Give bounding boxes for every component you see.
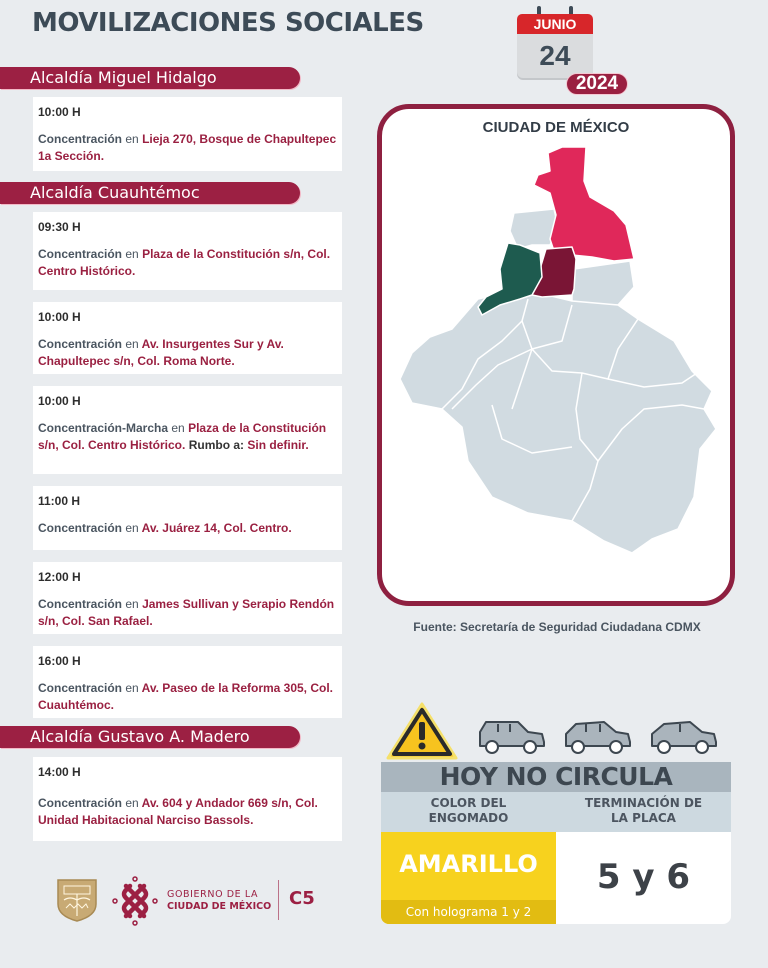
calendar-month: JUNIO — [517, 14, 593, 34]
plate-endings: 5 y 6 — [556, 832, 731, 924]
event-time: 10:00 H — [38, 394, 81, 408]
event-description: Concentración-Marcha en Plaza de la Constitución s/n, Col. Centro Histórico. Rumbo a: Sin definir. — [38, 421, 327, 452]
alcaldia-header-miguel-hidalgo: Alcaldía Miguel Hidalgo — [0, 67, 300, 89]
event-time: 12:00 H — [38, 570, 81, 584]
map-source: Fuente: Secretaría de Seguridad Ciudadana CDMX — [413, 620, 701, 634]
event-description: Concentración en James Sullivan y Serapio Rendón s/n, Col. San Rafael. — [38, 597, 335, 628]
event-description: Concentración en Lieja 270, Bosque de Chapultepec 1a Sección. — [38, 132, 337, 163]
event-description: Concentración en Av. Paseo de la Reforma 305, Col. Cuauhtémoc. — [38, 681, 334, 712]
event-card — [33, 646, 342, 718]
calendar-icon — [517, 6, 593, 72]
engomado-color-box — [381, 832, 556, 924]
hologram-note: Con holograma 1 y 2 — [381, 900, 556, 924]
car-icon — [652, 722, 716, 753]
event-card — [33, 386, 342, 474]
cdmx-map — [382, 109, 730, 601]
engomado-color: AMARILLO — [399, 850, 538, 878]
event-time: 10:00 H — [38, 105, 81, 119]
calendar-day: 24 — [517, 34, 593, 78]
map-title: CIUDAD DE MÉXICO — [482, 119, 630, 136]
event-time: 10:00 H — [38, 310, 81, 324]
event-card — [33, 302, 342, 374]
event-card — [33, 486, 342, 550]
event-description: Concentración en Av. Insurgentes Sur y Av. Chapultepec s/n, Col. Roma Norte. — [38, 337, 284, 368]
hnc-icon-row — [386, 700, 736, 762]
event-card — [33, 562, 342, 634]
engomado-label: COLOR DEL ENGOMADO — [428, 796, 509, 825]
footer-logos — [56, 876, 336, 926]
cdmx-knot-logo-icon — [112, 876, 158, 926]
alcaldia-header-gustavo-a-madero: Alcaldía Gustavo A. Madero — [0, 726, 300, 748]
event-card — [33, 97, 342, 171]
event-description: Concentración en Av. Juárez 14, Col. Centro. — [38, 521, 292, 535]
warning-icon — [388, 704, 456, 758]
placa-label: TERMINACIÓN DE LA PLACA — [584, 796, 703, 825]
event-time: 09:30 H — [38, 220, 81, 234]
logo-divider — [278, 880, 279, 920]
event-card — [33, 212, 342, 290]
event-card — [33, 757, 342, 841]
car-icon — [566, 722, 630, 753]
hoy-no-circula-column-headers — [381, 792, 731, 832]
car-icon — [480, 722, 544, 753]
alcaldia-header-cuauhtemoc: Alcaldía Cuauhtémoc — [0, 182, 300, 204]
map-region-east — [572, 261, 634, 305]
c5-logo: C5 — [289, 888, 315, 909]
map-card — [377, 104, 735, 606]
event-time: 11:00 H — [38, 494, 81, 508]
event-type: Concentración — [38, 132, 123, 146]
event-time: 16:00 H — [38, 654, 81, 668]
event-place: Lieja 270, Bosque de Chapultepec 1a Sección. — [38, 132, 337, 163]
map-region-base — [400, 289, 716, 553]
hoy-no-circula-title: HOY NO CIRCULA — [381, 762, 731, 792]
cdmx-shield-icon — [56, 878, 98, 922]
gov-cdmx-wordmark: GOBIERNO DE LA CIUDAD DE MÉXICO — [167, 889, 272, 912]
calendar-year: 2024 — [566, 73, 628, 95]
page-title: MOVILIZACIONES SOCIALES — [32, 8, 424, 38]
event-description: Concentración en Av. 604 y Andador 669 s/n, Col. Unidad Habitacional Narciso Bassols. — [38, 796, 318, 827]
event-description: Concentración en Plaza de la Constitución s/n, Col. Centro Histórico. — [38, 247, 331, 278]
event-time: 14:00 H — [38, 765, 81, 779]
